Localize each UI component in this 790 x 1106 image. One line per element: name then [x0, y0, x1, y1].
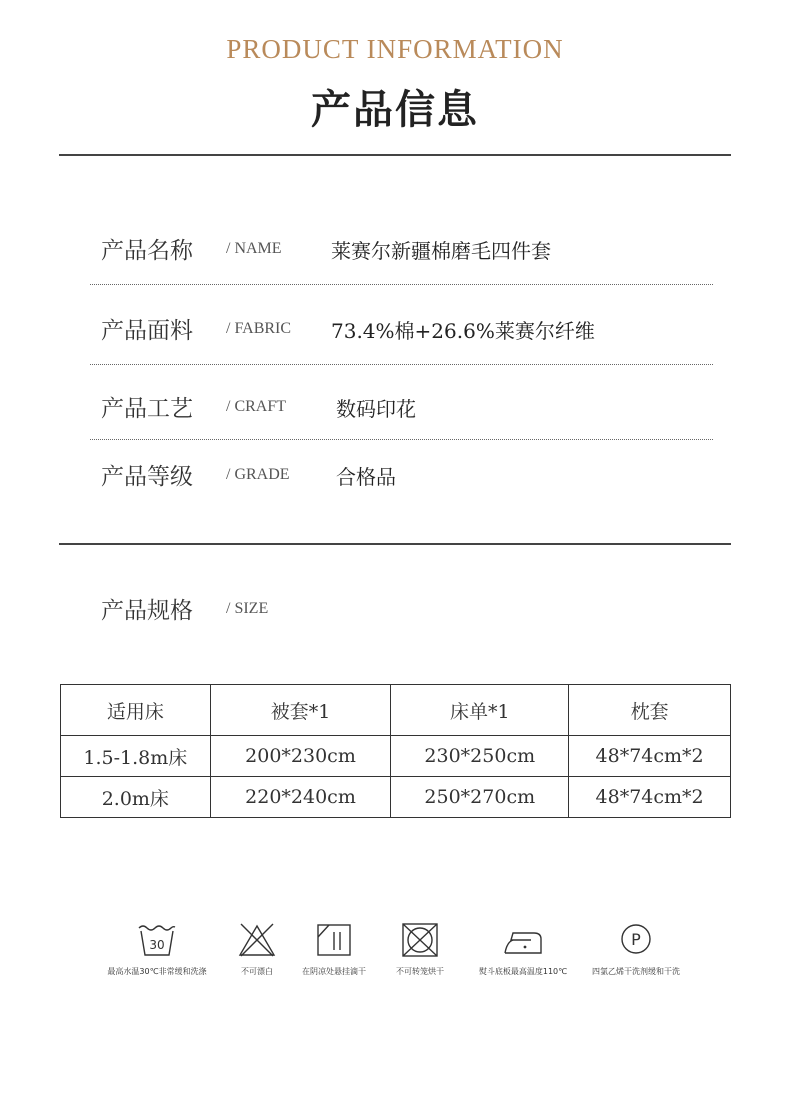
name-value: 莱赛尔新疆棉磨毛四件套 [331, 239, 551, 263]
craft-value: 数码印花 [336, 397, 416, 421]
care-wash [96, 922, 218, 977]
wash-30-icon [137, 922, 177, 958]
craft-label: 产品工艺 [101, 396, 193, 422]
care-no-tumble [388, 922, 452, 977]
title-english: PRODUCT INFORMATION [226, 34, 564, 64]
table-cell: 48*74cm*2 [569, 777, 731, 818]
care-caption: 不可转笼烘干 [396, 967, 444, 976]
care-caption: 四氯乙烯干洗剂缓和干洗 [592, 967, 680, 976]
row-divider [90, 284, 713, 285]
care-no-bleach [227, 922, 287, 977]
table-row [61, 736, 731, 777]
fabric-label: 产品面料 [101, 318, 193, 344]
mid-divider [59, 543, 731, 545]
table-cell: 1.5-1.8m床 [61, 736, 211, 777]
line-dry-shade-icon [314, 922, 354, 958]
care-caption: 熨斗底板最高温度110℃ [478, 967, 568, 976]
top-divider [59, 154, 731, 156]
table-cell: 250*270cm [391, 777, 569, 818]
table-header-cell: 被套*1 [210, 685, 391, 736]
size-label: 产品规格 [101, 598, 193, 624]
no-bleach-icon [237, 922, 277, 958]
table-cell: 200*230cm [210, 736, 391, 777]
table-row [61, 777, 731, 818]
name-label: 产品名称 [101, 238, 193, 264]
care-dry-clean [580, 922, 692, 977]
size-table [60, 684, 731, 818]
grade-label: 产品等级 [101, 464, 193, 490]
row-divider [90, 439, 713, 440]
no-tumble-dry-icon [400, 922, 440, 958]
fabric-value: 73.4%棉+26.6%莱赛尔纤维 [331, 319, 595, 343]
care-caption: 最高水温30℃非常缓和洗涤 [107, 967, 207, 976]
row-divider [90, 364, 713, 365]
care-caption: 不可漂白 [241, 967, 273, 976]
grade-value: 合格品 [336, 465, 396, 489]
iron-110-icon [501, 922, 545, 958]
dry-clean-p-icon [616, 922, 656, 958]
wash-temp-badge: 30 [149, 938, 165, 952]
care-caption: 在阴凉处悬挂滴干 [302, 967, 366, 976]
table-cell: 220*240cm [210, 777, 391, 818]
table-header-cell: 适用床 [61, 685, 211, 736]
dry-clean-badge: P [631, 930, 641, 949]
table-header-cell: 床单*1 [391, 685, 569, 736]
table-cell: 2.0m床 [61, 777, 211, 818]
size-label-en: / SIZE [226, 600, 269, 617]
table-header-cell: 枕套 [569, 685, 731, 736]
table-header-row [61, 685, 731, 736]
table-cell: 230*250cm [391, 736, 569, 777]
grade-label-en: / GRADE [226, 466, 290, 483]
care-line-dry [292, 922, 376, 977]
page-title: 产品信息 [311, 87, 479, 133]
craft-label-en: / CRAFT [226, 398, 287, 415]
table-cell: 48*74cm*2 [569, 736, 731, 777]
fabric-label-en: / FABRIC [226, 320, 292, 337]
care-iron [471, 922, 575, 977]
name-label-en: / NAME [226, 240, 282, 257]
